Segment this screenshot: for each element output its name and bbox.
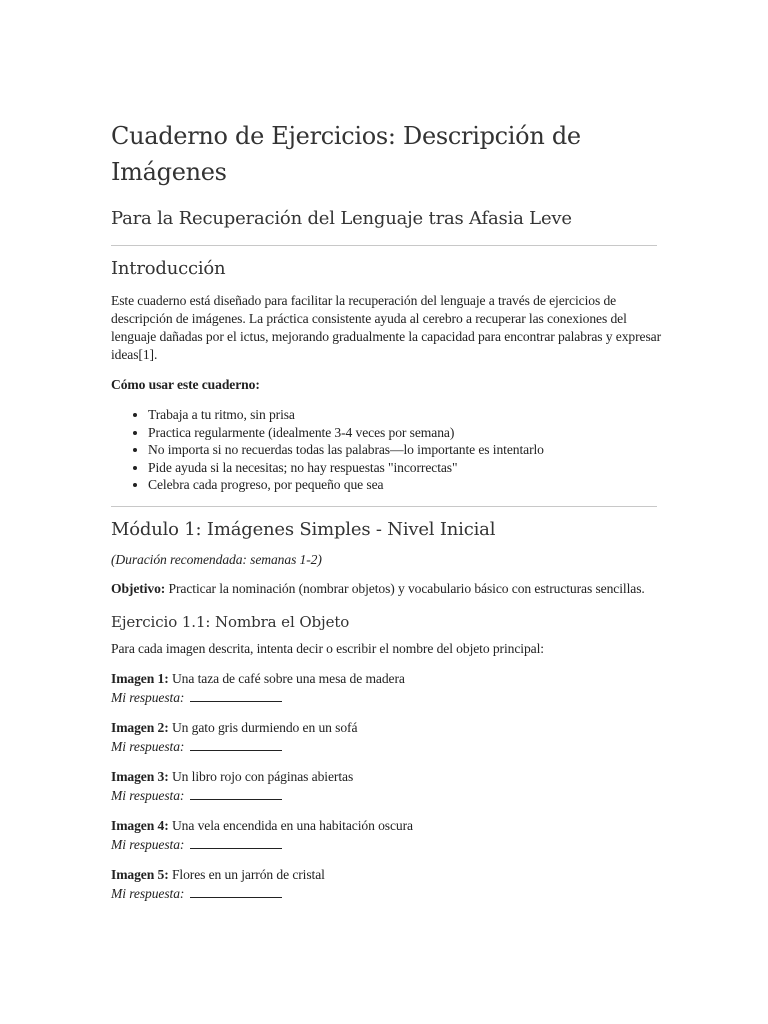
- document-subtitle: Para la Recuperación del Lenguaje tras Afasia Leve: [111, 208, 572, 229]
- image-text: Una taza de café sobre una mesa de madera: [171, 670, 405, 686]
- module1-duration-text: (Duración recomendada: semanas 1-2): [111, 551, 322, 567]
- image-description: [111, 719, 657, 737]
- intro-paragraph: Este cuaderno está diseñado para facilitar la recuperación del lenguaje a través de ejercicios de descripción de imágenes. La práctica consistente ayuda al cerebro a recuperar las conexiones del lenguaje dañadas por el ictus, mejorando gradualmente la capacidad para encontrar palabras y expresar ideas[1].: [111, 293, 661, 362]
- image-text: Una vela encendida en una habitación oscura: [171, 817, 413, 833]
- answer-blank[interactable]: [190, 737, 282, 751]
- answer-line: [111, 835, 657, 854]
- image-item: [111, 670, 657, 707]
- answer-line: [111, 884, 657, 903]
- answer-label: Mi respuesta:: [111, 836, 185, 852]
- answer-blank[interactable]: [190, 786, 282, 800]
- answer-line: [111, 688, 657, 707]
- image-item: [111, 817, 657, 854]
- answer-line: [111, 737, 657, 756]
- objective-text: Practicar la nominación (nombrar objetos) y vocabulario básico con estructuras sencillas.: [168, 580, 645, 596]
- image-item: [111, 768, 657, 805]
- answer-blank[interactable]: [190, 884, 282, 898]
- image-text: Un libro rojo con páginas abiertas: [171, 768, 354, 784]
- answer-label: Mi respuesta:: [111, 689, 185, 705]
- module1-duration: [111, 551, 657, 569]
- image-description: [111, 866, 657, 884]
- how-to-label-text: Cómo usar este cuaderno:: [111, 377, 260, 392]
- image-label: Imagen 2:: [111, 719, 169, 735]
- exercise-instruction: Para cada imagen descrita, intenta decir o escribir el nombre del objeto principal:: [111, 640, 544, 656]
- image-description: [111, 768, 657, 786]
- list-item: • Pide ayuda si la necesitas; no hay respuestas "incorrectas": [148, 459, 657, 477]
- image-description: [111, 670, 657, 688]
- image-text: Flores en un jarrón de cristal: [171, 866, 325, 882]
- image-label: Imagen 4:: [111, 817, 169, 833]
- answer-label: Mi respuesta:: [111, 787, 185, 803]
- document-content: [111, 118, 661, 903]
- how-to-label: [111, 376, 657, 394]
- list-item: • Celebra cada progreso, por pequeño que sea: [148, 476, 657, 494]
- image-description: [111, 817, 657, 835]
- image-text: Un gato gris durmiendo en un sofá: [171, 719, 358, 735]
- answer-line: [111, 786, 657, 805]
- document-title: Cuaderno de Ejercicios: Descripción de Imágenes: [111, 122, 581, 186]
- list-item: • Practica regularmente (idealmente 3-4 veces por semana): [148, 424, 657, 442]
- image-item: [111, 719, 657, 756]
- image-item: [111, 866, 657, 903]
- image-label: Imagen 3:: [111, 768, 169, 784]
- module1-heading: Módulo 1: Imágenes Simples - Nivel Inicial: [111, 518, 496, 540]
- tips-list: [111, 406, 657, 494]
- exercise-heading: Ejercicio 1.1: Nombra el Objeto: [111, 612, 350, 631]
- objective-label: Objetivo:: [111, 580, 166, 596]
- intro-heading: Introducción: [111, 258, 226, 279]
- answer-label: Mi respuesta:: [111, 738, 185, 754]
- divider: [111, 245, 657, 246]
- divider: [111, 506, 657, 507]
- answer-blank[interactable]: [190, 835, 282, 849]
- list-item: • No importa si no recuerdas todas las palabras—lo importante es intentarlo: [148, 441, 657, 459]
- list-item: • Trabaja a tu ritmo, sin prisa: [148, 406, 657, 424]
- module1-objective: [111, 580, 657, 598]
- answer-label: Mi respuesta:: [111, 885, 185, 901]
- answer-blank[interactable]: [190, 688, 282, 702]
- image-label: Imagen 1:: [111, 670, 169, 686]
- image-label: Imagen 5:: [111, 866, 169, 882]
